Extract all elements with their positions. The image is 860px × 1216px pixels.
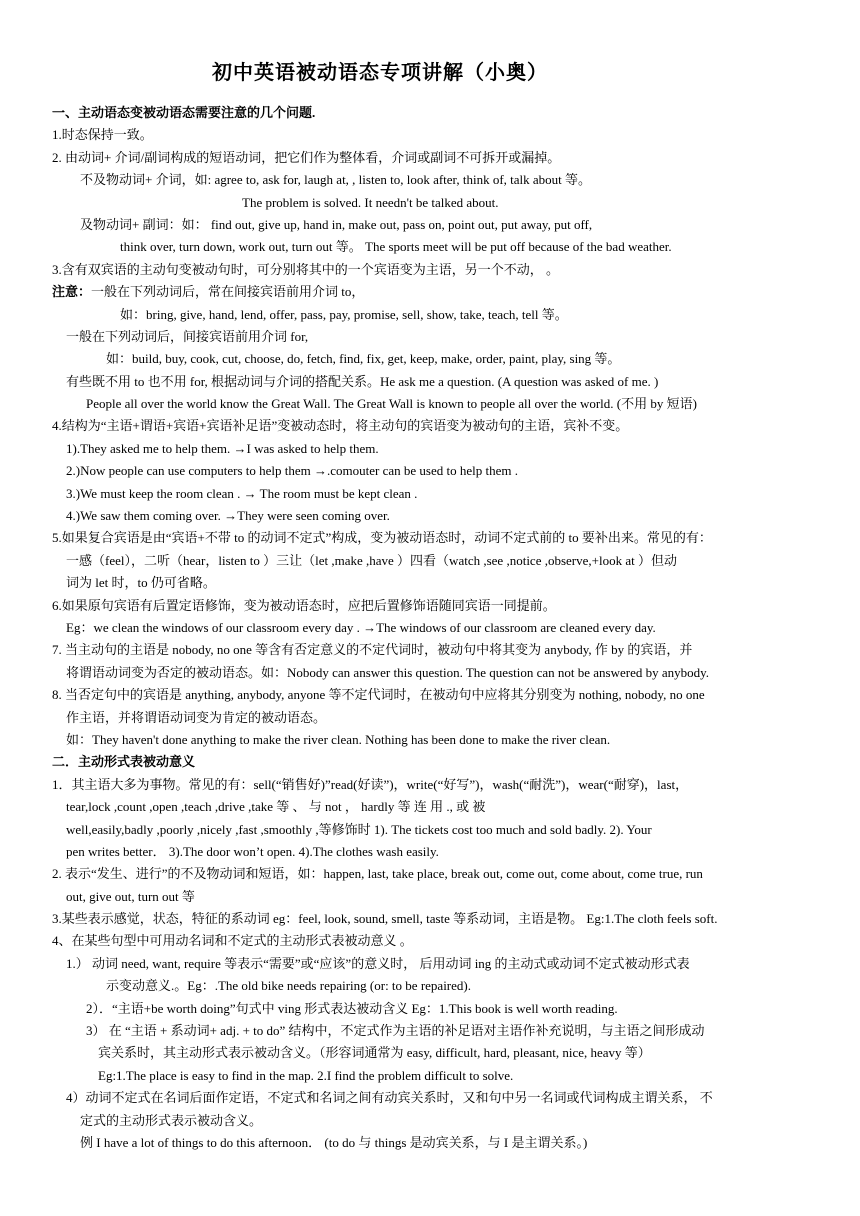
text-line: 如：bring, give, hand, lend, offer, pass, pay, promise, sell, show, take, teach, tell 等。 xyxy=(120,306,568,322)
text-line: Eg:1.The place is easy to find in the map. 2.I find the problem difficult to solve. xyxy=(98,1067,514,1083)
text-line: 有些既不用 to 也不用 for, 根据动词与介词的搭配关系。He ask me a question. (A question was asked of me. ) xyxy=(66,373,659,389)
text-line: 例 I have a lot of things to do this afternoon． (to do 与 things 是动宾关系，与 I 是主谓关系。) xyxy=(80,1134,588,1150)
text-line: 二．主动形式表被动意义 xyxy=(52,754,196,770)
text-line: 一感（feel），二听（hear，listen to ）三让（let ,make ,have ）四看（watch ,see ,notice ,observe,+look at ）但动 xyxy=(66,552,677,568)
text-line: 4）动词不定式在名词后面作定语，不定式和名词之间有动宾关系时，又和句中另一名词或代词构成主谓关系， 不 xyxy=(66,1090,713,1106)
text-line: 宾关系时，其主动形式表示被动含义。（形容词通常为 easy, difficult, hard, pleasant, nice, heavy 等） xyxy=(98,1045,651,1061)
text-line: 1.时态保持一致。 xyxy=(52,127,153,143)
text-line: pen writes better． 3).The door won’t open. 4).The clothes wash easily. xyxy=(66,843,439,859)
text-line: 一般在下列动词后，间接宾语前用介词 for, xyxy=(66,328,309,344)
text-line: 4.)We saw them coming over. →They were seen coming over. xyxy=(66,508,390,524)
text-line: 4、在某些句型中可用动名词和不定式的主动形式表被动意义 。 xyxy=(52,933,413,949)
text-line: 2）．“主语+be worth doing”句式中 ving 形式表达被动含义 Eg：1.This book is well worth reading. xyxy=(86,1000,618,1016)
document-body xyxy=(52,102,812,1154)
text-line: 2.)Now people can use computers to help them →.comouter can be used to help them . xyxy=(66,463,518,479)
text-line: 一、主动语态变被动语态需要注意的几个问题. xyxy=(52,105,316,120)
text-line: The problem is solved. It needn't be talked about. xyxy=(242,194,499,210)
text-line: 3.)We must keep the room clean . → The room must be kept clean . xyxy=(66,485,418,501)
text-line: 1.） 动词 need, want, require 等表示“需要”或“应该”的意义时， 后用动词 ing 的主动式或动词不定式被动形式表 xyxy=(66,955,690,971)
text-line: Eg：we clean the windows of our classroom every day . →The windows of our classroom are cleaned every day. xyxy=(66,619,656,635)
text-line: 6.如果原句宾语有后置定语修饰，变为被动语态时，应把后置修饰语随同宾语一同提前。 xyxy=(52,597,556,613)
text-line: think over, turn down, work out, turn out 等。 The sports meet will be put off because of the bad weather. xyxy=(120,239,672,255)
text-line: tear,lock ,count ,open ,teach ,drive ,take 等 、 与 not ， hardly 等 连 用 ., 或 被 xyxy=(66,799,486,815)
text-line: 8. 当否定句中的宾语是 anything, anybody, anyone 等不定代词时，在被动句中应将其分别变为 nothing, nobody, no one xyxy=(52,687,705,703)
text-line: 定式的主动形式表示被动含义。 xyxy=(80,1112,263,1128)
text-line: 作主语，并将谓语动词变为肯定的被动语态。 xyxy=(66,709,327,725)
text-line: People all over the world know the Great Wall. The Great Wall is known to people all over the world. (不用 by 短语) xyxy=(86,396,697,412)
text-line: 1).They asked me to help them. →I was asked to help them. xyxy=(66,440,379,456)
text-line: 将谓语动词变为否定的被动语态。如：Nobody can answer this question. The question can not be answered by anybody. xyxy=(66,664,710,680)
text-line: 4.结构为“主语+谓语+宾语+宾语补足语”变被动态时，将主动句的宾语变为被动句的主语，宾补不变。 xyxy=(52,418,629,434)
text-line: 3.含有双宾语的主动句变被动句时，可分别将其中的一个宾语变为主语，另一个不动， 。 xyxy=(52,261,560,277)
text-line: 及物动词+ 副词：如： find out, give up, hand in, make out, pass on, point out, put away, put off, xyxy=(80,216,593,232)
text-line: 3.某些表示感觉，状态，特征的系动词 eg：feel, look, sound, smell, taste 等系动词，主语是物。 Eg:1.The cloth feels soft. xyxy=(52,911,718,927)
note-label: 注意： xyxy=(52,284,92,300)
text-line xyxy=(52,281,812,303)
text-line: 如：build, buy, cook, cut, choose, do, fetch, find, fix, get, keep, make, order, paint, play, sing 等。 xyxy=(106,351,621,367)
text-line: 不及物动词+ 介词，如: agree to, ask for, laugh at, , listen to, look after, think of, talk about 等。 xyxy=(80,172,592,188)
text-line: 2. 由动词+ 介词/副词构成的短语动词，把它们作为整体看，介词或副词不可拆开或漏掉。 xyxy=(52,149,561,165)
text-line: 1．其主语大多为事物。常见的有：sell(“销售好)”read(好读”)，write(“好写”)，wash(“耐洗”)，wear(“耐穿)，last， xyxy=(52,776,689,792)
text-line: 2. 表示“发生、进行”的不及物动词和短语，如：happen, last, take place, break out, come out, come about, come true, run xyxy=(52,866,703,882)
text-line: out, give out, turn out 等 xyxy=(66,888,195,904)
note-text: 一般在下列动词后，常在间接宾语前用介词 to， xyxy=(91,284,365,300)
text-line: 7. 当主动句的主语是 nobody, no one 等含有否定意义的不定代词时，被动句中将其变为 anybody, 作 by 的宾语，并 xyxy=(52,642,693,658)
text-line: 示变动意义.。Eg：.The old bike needs repairing (or: to be repaired). xyxy=(106,978,471,994)
text-line: 词为 let 时，to 仍可省略。 xyxy=(66,575,216,591)
text-line: 3） 在 “主语 + 系动词+ adj. + to do” 结构中，不定式作为主语的补足语对主语作补充说明，与主语之间形成动 xyxy=(86,1023,705,1039)
text-line: 5.如果复合宾语是由“宾语+不带 to 的动词不定式”构成，变为被动语态时，动词不定式前的 to 要补出来。常见的有： xyxy=(52,530,712,546)
text-line: well,easily,badly ,poorly ,nicely ,fast ,smoothly ,等修饰时 1). The tickets cost too much and sold badly. 2). Your xyxy=(66,821,652,837)
page-title: 初中英语被动语态专项讲解（小奥） xyxy=(212,62,548,84)
text-line: 如：They haven't done anything to make the river clean. Nothing has been done to make the river clean. xyxy=(66,731,611,747)
